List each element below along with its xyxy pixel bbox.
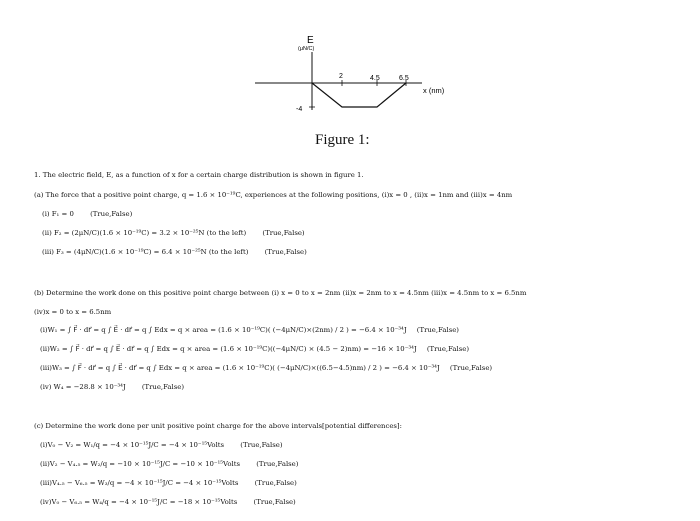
item-options: (True,False)	[264, 248, 307, 256]
x-tick-label-4-5: 4.5	[370, 75, 380, 82]
y-axis-unit: (μN/C)	[298, 46, 315, 52]
item-text: (ii)V₂ − V₄.₅ = W₂/q = −10 × 10⁻¹⁵J/C = −10 × 10⁻¹⁵Volts	[40, 460, 241, 468]
part-a-item-3	[42, 249, 307, 256]
part-b-item-4	[40, 384, 184, 391]
part-c-item-4	[40, 499, 296, 506]
item-options: (True,False)	[240, 441, 283, 449]
item-options: (True,False)	[256, 460, 299, 468]
part-a-item-2	[42, 230, 305, 237]
item-text: (iii)W₃ = ∫ F⃗ · dr⃗ = q ∫ E⃗ · dr⃗ = q ∫ Edx = q × area = (1.6 × 10⁻¹⁹C)( (−4μN/C)×((6.5−4.5)nm) / 2 ) = −6.4 × 10⁻³⁴J	[40, 364, 440, 372]
part-b-item-3	[40, 365, 492, 372]
intro-text: 1. The electric field, E, as a function of x for a certain charge distribution is shown in figure 1.	[34, 171, 364, 179]
item-options: (True,False)	[90, 210, 133, 218]
item-options: (True,False)	[262, 229, 305, 237]
item-text: (iii) F₃ = (4μN/C)(1.6 × 10⁻¹⁹C) = 6.4 × 10⁻²⁵N (to the left)	[42, 248, 249, 256]
item-text: (ii) F₂ = (2μN/C)(1.6 × 10⁻¹⁹C) = 3.2 × 10⁻²⁵N (to the left)	[42, 229, 247, 237]
part-c-item-2	[40, 461, 298, 468]
item-options: (True,False)	[449, 364, 493, 372]
item-options: (True,False)	[253, 498, 296, 506]
part-c-item-1	[40, 442, 283, 449]
item-text: (iii)V₄.₅ − V₆.₅ = W₃/q = −4 × 10⁻¹⁵J/C = −4 × 10⁻¹⁵Volts	[40, 479, 239, 487]
x-tick-label-2: 2	[339, 73, 343, 80]
field-graph	[0, 0, 700, 130]
part-b-item-2	[40, 346, 469, 353]
part-a-question: (a) The force that a positive point charge, q = 1.6 × 10⁻¹⁹C, experiences at the following positions, (i)x = 0 , (ii)x = 1nm and (iii)x = 4nm	[34, 191, 513, 199]
item-text: (iv)V₀ − V₆.₅ = W₄/q = −4 × 10⁻¹⁵J/C = −18 × 10⁻¹⁵Volts	[40, 498, 238, 506]
y-axis-label: E	[307, 35, 314, 46]
part-b-question-cont: (iv)x = 0 to x = 6.5nm	[34, 308, 112, 316]
field-curve	[312, 83, 406, 107]
part-a-item-1	[42, 211, 132, 218]
part-b-question: (b) Determine the work done on this positive point charge between (i) x = 0 to x = 2nm (ii)x = 2nm to x = 4.5nm (iii)x = 4.5nm to x = 6.5nm	[34, 289, 527, 297]
item-text: (iv) W₄ = −28.8 × 10⁻³⁴J	[40, 383, 126, 391]
part-b-item-1	[40, 327, 459, 334]
item-options: (True,False)	[141, 383, 185, 391]
item-options: (True,False)	[254, 479, 297, 487]
x-tick-label-6-5: 6.5	[399, 75, 409, 82]
item-options: (True,False)	[416, 326, 459, 334]
item-text: (ii)W₂ = ∫ F⃗ · dr⃗ = q ∫ E⃗ · dr⃗ = q ∫ Edx = q × area = (1.6 × 10⁻¹⁹C)((−4μN/C) × (4.5 − 2)nm) = −16 × 10⁻³⁴J	[40, 345, 417, 353]
y-tick-label-neg4: -4	[296, 106, 303, 113]
item-text: (i)W₁ = ∫ F⃗ · dr⃗ = q ∫ E⃗ · dr⃗ = q ∫ Edx = q × area = (1.6 × 10⁻¹⁹C)( (−4μN/C)×(2nm) / 2 ) = −6.4 × 10⁻³⁴J	[40, 326, 407, 334]
x-axis-label: x (nm)	[423, 86, 445, 95]
item-text: (i) F₁ = 0	[42, 210, 74, 218]
item-options: (True,False)	[426, 345, 470, 353]
figure-caption: Figure 1:	[315, 132, 370, 148]
part-c-item-3	[40, 480, 297, 487]
part-c-question: (c) Determine the work done per unit positive point charge for the above intervals[potential differences]:	[34, 422, 402, 430]
item-text: (i)V₀ − V₂ = W₁/q = −4 × 10⁻¹⁵J/C = −4 × 10⁻¹⁵Volts	[40, 441, 225, 449]
